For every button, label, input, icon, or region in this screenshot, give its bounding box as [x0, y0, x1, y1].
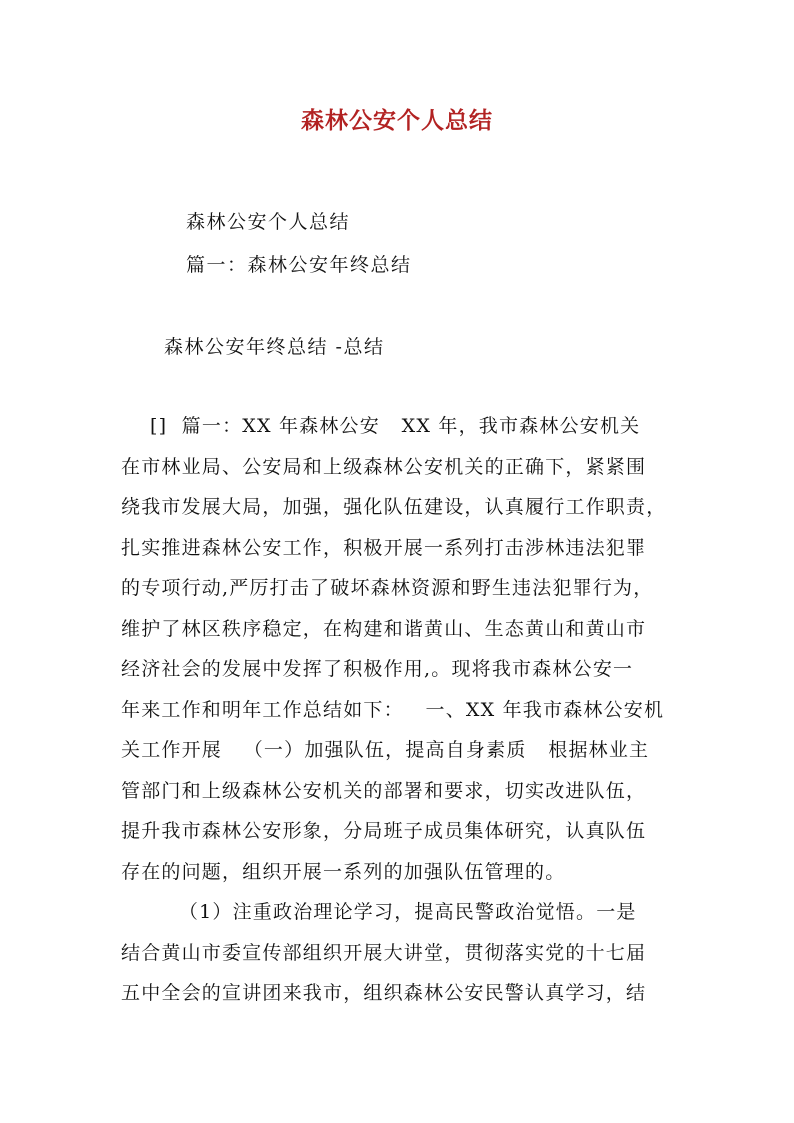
- paragraph-line: [] 篇一：XX 年森林公安 XX 年，我市森林公安机关: [121, 415, 641, 437]
- chapter-heading: 篇一：森林公安年终总结: [186, 254, 412, 276]
- paragraph-1: [121, 406, 677, 892]
- article-heading: 森林公安年终总结 -总结: [164, 336, 385, 358]
- paragraph-line: 结合黄山市委宣传部组织开展大讲堂，贯彻落实党的十七届: [121, 941, 647, 964]
- paragraph-line: 绕我市发展大局，加强，强化队伍建设，认真履行工作职责，: [121, 496, 667, 518]
- paragraph-line: 经济社会的发展中发挥了积极作用,。现将我市森林公安一: [121, 658, 634, 680]
- paragraph-line: 维护了林区秩序稳定，在构建和谐黄山、生态黄山和黄山市: [121, 617, 647, 640]
- paragraph-line: 关工作开展 （一）加强队伍，提高自身素质 根据林业主: [121, 739, 650, 761]
- paragraph-line: 的专项行动,严厉打击了破坏森林资源和野生违法犯罪行为，: [121, 577, 654, 599]
- paragraph-line: 年来工作和明年工作总结如下： 一、XX 年我市森林公安机: [121, 698, 665, 721]
- paragraph-line: 提升我市森林公安形象，分局班子成员集体研究，认真队伍: [121, 820, 647, 842]
- page-title: 森林公安个人总结: [301, 107, 493, 134]
- paragraph-line: 扎实推进森林公安工作，积极开展一系列打击涉林违法犯罪: [121, 536, 647, 559]
- paragraph-line: 在市林业局、公安局和上级森林公安机关的正确下，紧紧围: [121, 455, 647, 478]
- paragraph-line: 五中全会的宣讲团来我市，组织森林公安民警认真学习，结: [121, 982, 647, 1004]
- paragraph-line: 管部门和上级森林公安机关的部署和要求，切实改进队伍，: [121, 779, 647, 802]
- paragraph-2: [121, 892, 677, 1014]
- document-subheading: 森林公安个人总结: [186, 211, 351, 233]
- paragraph-line: 存在的问题，组织开展一系列的加强队伍管理的。: [121, 860, 566, 883]
- paragraph-line: （1）注重政治理论学习，提高民警政治觉悟。一是: [121, 901, 637, 923]
